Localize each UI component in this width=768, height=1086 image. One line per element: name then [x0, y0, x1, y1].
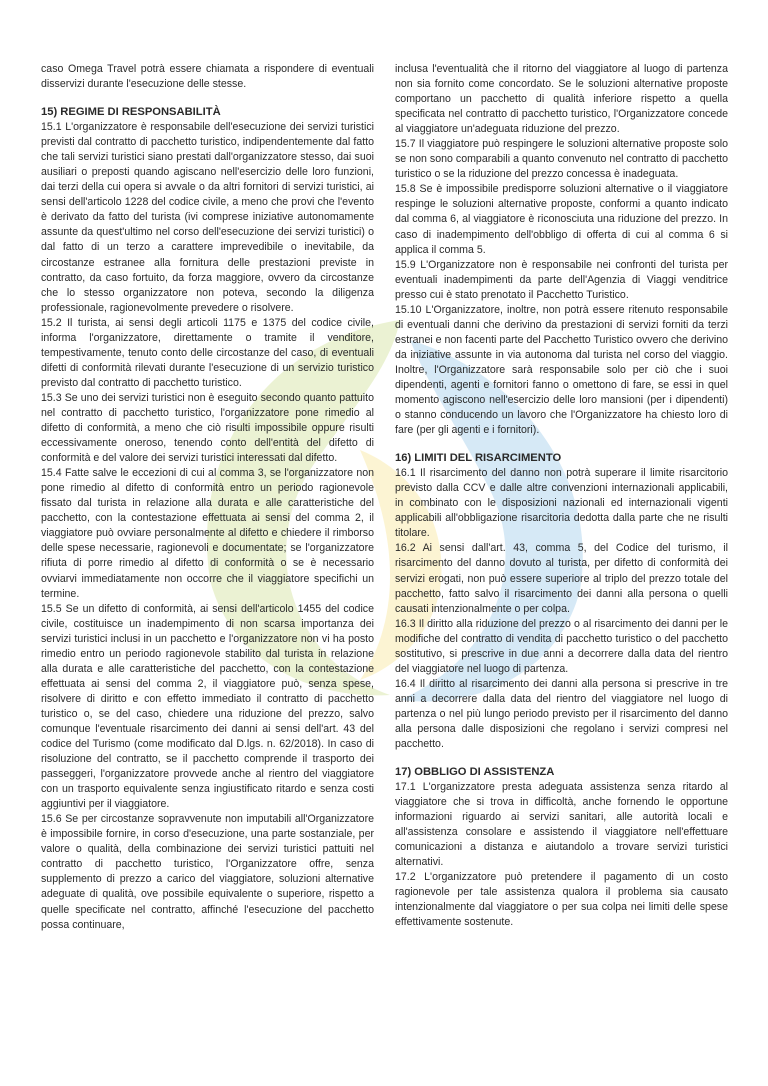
paragraph-17-1: 17.1 L'organizzatore presta adeguata assistenza senza ritardo al viaggiatore che si trova in difficoltà, anche fornendo le opportune informazioni riguardo ai servizi sanitari, alle autorità locali e all'assistenza consolare e assistendo il viaggiatore nell'effettuare comunicazioni a distanza e aiutandolo a trovare servizi turistici alternativi.: [395, 781, 728, 869]
paragraph-15-7: 15.7 Il viaggiatore può respingere le soluzioni alternative proposte solo se non sono comparabili a quanto convenuto nel contratto di pacchetto turistico o se la riduzione del prezzo concessa è inadeguata.: [395, 138, 728, 181]
paragraph-15-5: 15.5 Se un difetto di conformità, ai sensi dell'articolo 1455 del codice civile, costituisce un inadempimento di non scarsa importanza dei servizi turistici inclusi in un pacchetto e l'organizzatore non vi ha posto rimedio entro un periodo ragionevole stabilito dal turista in relazione alla durata e alle caratteristiche del pacchetto, con la contestazione effettuata ai sensi del comma 2, il viaggiatore può, senza spese, risolvere di diritto e con effetto immediato il contratto di pacchetto turistico o, se del caso, chiedere una riduzione del prezzo, salvo comunque l'eventuale risarcimento dei danni ai sensi dell'art. 43 del codice del Turismo (come modificato dal D.lgs. n. 62/2018). In caso di risoluzione del contratto, se il pacchetto comprende il trasporto dei passeggeri, l'organizzatore provvede anche al rientro del viaggiatore con un trasporto equivalente senza ingiustificato ritardo e senza costi aggiuntivi per il viaggiatore.: [41, 602, 374, 811]
left-column: [41, 62, 374, 933]
paragraph-16-1: 16.1 Il risarcimento del danno non potrà superare il limite risarcitorio previsto dalla CCV e dalle altre convenzioni internazionali applicabili, in combinato con le disposizioni nazionali ed internazionali vigenti applicabili all'obbligazione risarcitoria dedotta dalla parte che ne risulti titolare.: [395, 467, 728, 540]
paragraph-15-6-continued: inclusa l'eventualità che il ritorno del viaggiatore al luogo di partenza non sia fornito come concordato. Se le soluzioni alternative proposte comportano un pacchetto di qualità inferiore rispetto a quella specificata nel contratto di pacchetto turistico, l'Organizzatore concede al viaggiatore un'adeguata riduzione del prezzo.: [395, 63, 728, 136]
paragraph-15-9: 15.9 L'Organizzatore non è responsabile nei confronti del turista per eventuali inadempimenti da parte dell'Agenzia di Viaggi venditrice presso cui è stato prenotato il Pacchetto Turistico.: [395, 258, 728, 301]
paragraph-17-2: 17.2 L'organizzatore può pretendere il pagamento di un costo ragionevole per tale assistenza qualora il problema sia causato intenzionalmente dal viaggiatore o per sua colpa nei limiti delle spese effettivamente sostenute.: [395, 871, 728, 929]
section-17-heading: 17) OBBLIGO DI ASSISTENZA: [395, 766, 555, 779]
paragraph-15-8: 15.8 Se è impossibile predisporre soluzioni alternative o il viaggiatore respinge le soluzioni alternative proposte, conformi a quanto indicato dal comma 6, al viaggiatore è riconosciuta una riduzione del prezzo. In caso di inadempimento dell'obbligo di offerta di cui al comma 6 si applica il comma 5.: [395, 183, 728, 256]
paragraph-15-4: 15.4 Fatte salve le eccezioni di cui al comma 3, se l'organizzatore non pone rimedio al difetto di conformità entro un periodo ragionevole fissato dal turista in relazione alla durata e alle caratteristiche del pacchetto, con la contestazione effettuata ai sensi del comma 2, il viaggiatore può ovviare personalmente al difetto e chiedere il rimborso delle spese necessarie, ragionevoli e documentate; se l'organizzatore rifiuta di porre rimedio al difetto di conformità o se è necessario ovviarvi immediatamente non occorre che il viaggiatore specifichi un termine.: [41, 467, 374, 600]
paragraph-15-3: 15.3 Se uno dei servizi turistici non è eseguito secondo quanto pattuito nel contratto di pacchetto turistico, l'organizzatore pone rimedio al difetto di conformità, a meno che ciò risulti impossibile oppure risulti eccessivamente oneroso, tenendo conto dell'entità del difetto di conformità e del valore dei servizi turistici interessati dal difetto.: [41, 391, 374, 465]
section-15-heading: 15) REGIME DI RESPONSABILITÀ: [41, 106, 221, 119]
intro-paragraph: caso Omega Travel potrà essere chiamata a rispondere di eventuali disservizi durante l'esecuzione delle stesse.: [41, 63, 374, 91]
paragraph-16-2: 16.2 Ai sensi dall'art. 43, comma 5, del Codice del turismo, il risarcimento del danno dovuto al turista, per difetto di conformità dei servizi erogati, non può essere superiore al triplo del prezzo totale del pacchetto, fatto salvo il risarcimento dei danni alla persona o quelli causati intenzionalmente o per colpa.: [395, 542, 728, 615]
right-column: [395, 62, 728, 931]
paragraph-15-1: 15.1 L'organizzatore è responsabile dell'esecuzione dei servizi turistici previsti dal contratto di pacchetto turistico, indipendentemente dal fatto che tali servizi turistici siano prestati dall'organizzatore stesso, dai suoi ausiliari o preposti quando agiscano nell'esercizio delle loro funzioni, dai terzi della cui opera si avvale o da altri fornitori di servizi turistici, ai sensi dell'articolo 1228 del codice civile, a meno che provi che l'evento è derivato da fatto del turista (ivi comprese iniziative autonomamente assunte da quest'ultimo nel corso dell'esecuzione dei servizi turistici) o dal fatto di un terzo a carattere imprevedibile o inevitabile, da circostanze estranee alla fornitura delle prestazioni previste in contratto, da caso fortuito, da forza maggiore, ovvero da circostanze che lo stesso organizzatore non poteva, secondo la diligenza professionale, ragionevolmente prevedere o risolvere.: [41, 121, 374, 314]
paragraph-15-6: 15.6 Se per circostanze sopravvenute non imputabili all'Organizzatore è impossibile fornire, in corso d'esecuzione, una parte sostanziale, per valore o qualità, della combinazione dei servizi turistici pattuiti nel contratto di pacchetto turistico, l'Organizzatore offre, senza supplemento di prezzo a carico del viaggiatore, soluzioni alternative adeguate di qualità, ove possibile equivalente o superiore, rispetto a quelle specificate nel contratto, affinché l'esecuzione del pacchetto possa continuare,: [41, 813, 374, 931]
section-16-heading: 16) LIMITI DEL RISARCIMENTO: [395, 452, 562, 465]
paragraph-15-2: 15.2 Il turista, ai sensi degli articoli 1175 e 1375 del codice civile, informa l'organizzatore, direttamente o tramite il venditore, tempestivamente, tenuto conto delle circostanze del caso, di eventuali difetti di conformità rilevati durante l'esecuzione di un servizio turistico previsto dal contratto di pacchetto turistico.: [41, 316, 374, 389]
paragraph-15-10: 15.10 L'Organizzatore, inoltre, non potrà essere ritenuto responsabile di eventuali danni che derivino da prestazioni di servizi forniti da terzi estranei e non facenti parte del Pacchetto Turistico ovvero che derivino da iniziative assunte in via autonoma dal turista nel corso del viaggio. Inoltre, l'Organizzatore sarà responsabile solo per ciò che i suoi dipendenti, agenti e fornitori fanno o omettono di fare, se essi in quel momento agiscono nell'esercizio delle loro mansioni (per i dipendenti) o stanno conducendo un lavoro che l'Organizzatore ha chiesto loro di fare (per gli agenti e i fornitori).: [395, 303, 728, 437]
paragraph-16-4: 16.4 Il diritto al risarcimento dei danni alla persona si prescrive in tre anni a decorrere dalla data del rientro del viaggiatore nel luogo di partenza o nel più lungo periodo previsto per il risarcimento del danno alla persona dalle disposizioni che regolano i servizi compresi nel pacchetto.: [395, 677, 728, 751]
paragraph-16-3: 16.3 Il diritto alla riduzione del prezzo o al risarcimento dei danni per le modifiche del contratto di vendita di pacchetto turistico o del pacchetto sostitutivo, si prescrive in due anni a decorrere dalla data del rientro del viaggiatore nel luogo di partenza.: [395, 617, 728, 675]
